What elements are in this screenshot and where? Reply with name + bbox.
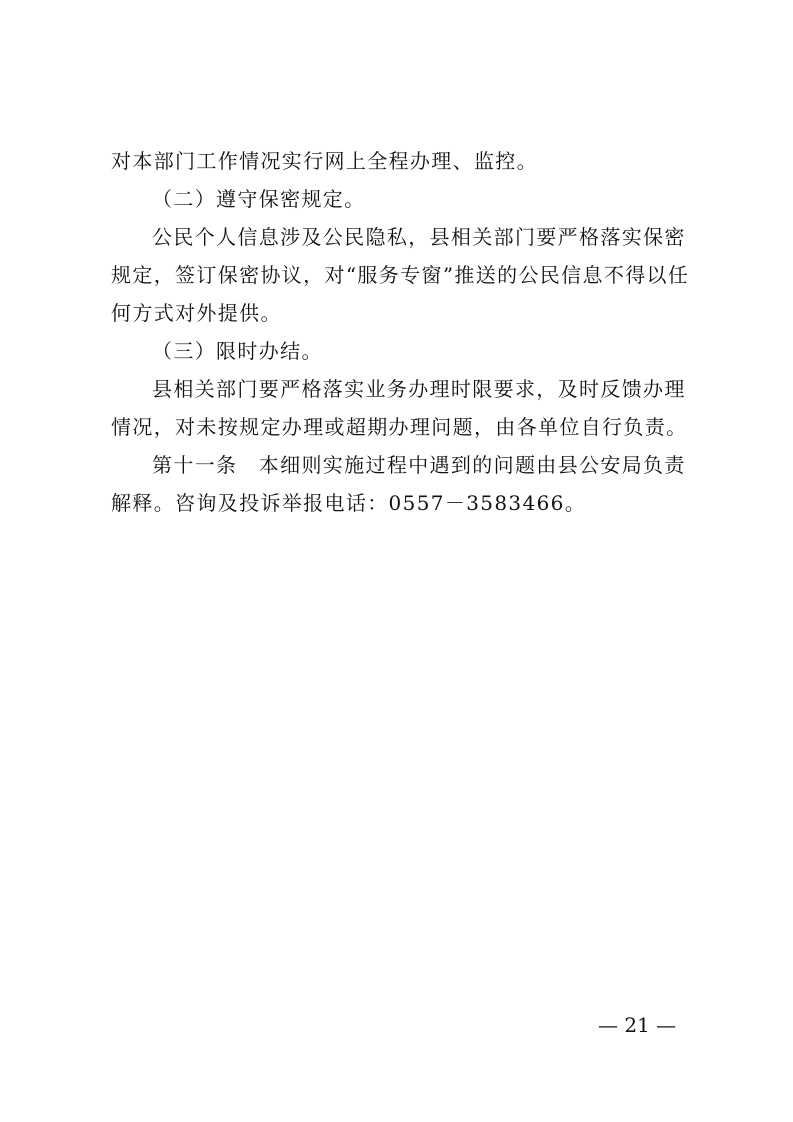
paragraph-line-7: 县相关部门要严格落实业务办理时限要求，及时反馈办理 [152, 377, 686, 401]
article-11-line-2: 解释。咨询及投诉举报电话：0557－3583466。 [111, 491, 587, 515]
paragraph-line-1: 对本部门工作情况实行网上全程办理、监控。 [111, 149, 538, 173]
paragraph-line-5: 何方式对外提供。 [111, 301, 282, 325]
paragraph-line-4: 规定，签订保密协议，对“服务专窗”推送的公民信息不得以任 [111, 263, 690, 287]
paragraph-line-8: 情况，对未按规定办理或超期办理问题，由各单位自行负责。 [111, 415, 688, 439]
section-heading-2: （二）遵守保密规定。 [152, 187, 366, 211]
article-11-line-1: 第十一条 本细则实施过程中遇到的问题由县公安局负责 [152, 453, 686, 477]
document-body [111, 142, 691, 522]
page-number: — 21 — [598, 1013, 677, 1037]
section-heading-3: （三）限时办结。 [152, 339, 323, 363]
paragraph-line-3: 公民个人信息涉及公民隐私，县相关部门要严格落实保密 [152, 225, 686, 249]
